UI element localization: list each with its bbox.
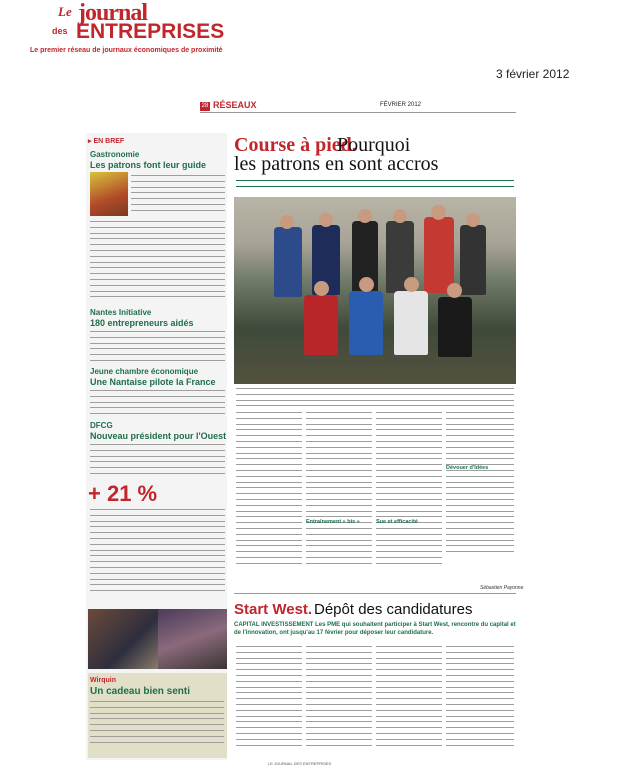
sidebar-text-lines	[90, 331, 225, 366]
sidebar-text-lines	[131, 175, 225, 216]
article2-column-1	[236, 646, 302, 750]
article2-chapo: CAPITAL INVESTISSEMENT Les PME qui souhaitent participer à Start West, rencontre du capital et de l'innovation, ont jusqu'au 17 février pour déposer leur candidature.	[234, 622, 516, 636]
guide-cover-image	[90, 172, 128, 216]
sidebar-text-lines	[90, 221, 225, 302]
article-chapo-lines	[236, 180, 514, 192]
article-divider	[234, 593, 516, 594]
sidebar-headline: Une Nantaise pilote la France	[90, 377, 216, 387]
sidebar-headline: Nouveau président pour l'Ouest	[90, 431, 227, 441]
sidebar-photo-left	[88, 609, 158, 669]
sub-heading-2: Sue et efficacité	[376, 519, 418, 525]
article-signature: Sébastien Payonne	[480, 585, 524, 591]
wirquin-tag: Wirquin	[90, 677, 116, 684]
en-bref-text: EN BREF	[93, 138, 125, 145]
article-title-line2: les patrons en sont accros	[234, 153, 439, 175]
sidebar-photo-right	[158, 609, 227, 669]
article2-column-2	[306, 646, 372, 750]
runners-photo	[234, 197, 516, 384]
sidebar-text-lines	[90, 509, 225, 596]
sidebar-text-lines	[90, 444, 225, 479]
wirquin-headline: Un cadeau bien senti	[90, 686, 191, 697]
sub-heading: Entraînement « bis »	[306, 519, 360, 525]
sidebar-text-lines	[90, 390, 225, 419]
issue-date: FÉVRIER 2012	[380, 102, 422, 108]
page-number: 28	[201, 103, 209, 109]
big-number: + 21 %	[88, 481, 158, 506]
masthead-logo	[30, 0, 280, 44]
logo-journal: journal	[78, 0, 148, 26]
sidebar-category: DFCG	[90, 421, 113, 430]
side-heading: Dévouer d'Idées	[446, 465, 489, 471]
wirquin-text-lines	[90, 701, 224, 747]
logo-entreprises: ENTREPRISES	[76, 20, 225, 43]
sidebar-category: Nantes Initiative	[90, 308, 152, 317]
article-column-4	[446, 412, 514, 557]
publication-date: 3 février 2012	[496, 67, 570, 81]
sidebar-headline: Les patrons font leur guide	[90, 160, 207, 170]
article-title-red: Course à pied.	[234, 134, 357, 156]
article2-column-4	[446, 646, 514, 750]
sidebar-category: Gastronomie	[90, 150, 140, 159]
sidebar-headline: 180 entrepreneurs aidés	[90, 318, 194, 328]
section-title: RÉSEAUX	[213, 100, 257, 110]
article-column-3	[376, 412, 442, 569]
page-footer: LE JOURNAL DES ENTREPRISES	[268, 761, 332, 766]
sidebar-category: Jeune chambre économique	[90, 367, 199, 376]
logo-le: Le	[58, 4, 72, 19]
article-title-black: Pourquoi	[337, 134, 411, 156]
article2-title-black: Dépôt des candidatures	[314, 601, 473, 618]
article2-title-red: Start West.	[234, 601, 313, 618]
en-bref-label: ▸ EN BREF	[88, 138, 125, 145]
tagline: Le premier réseau de journaux économiques de proximité	[30, 47, 223, 54]
logo-des: des	[52, 26, 68, 36]
article-column-2	[306, 412, 372, 569]
article2-column-3	[376, 646, 442, 750]
article-column-1	[236, 412, 302, 569]
caption-lines	[236, 388, 514, 411]
